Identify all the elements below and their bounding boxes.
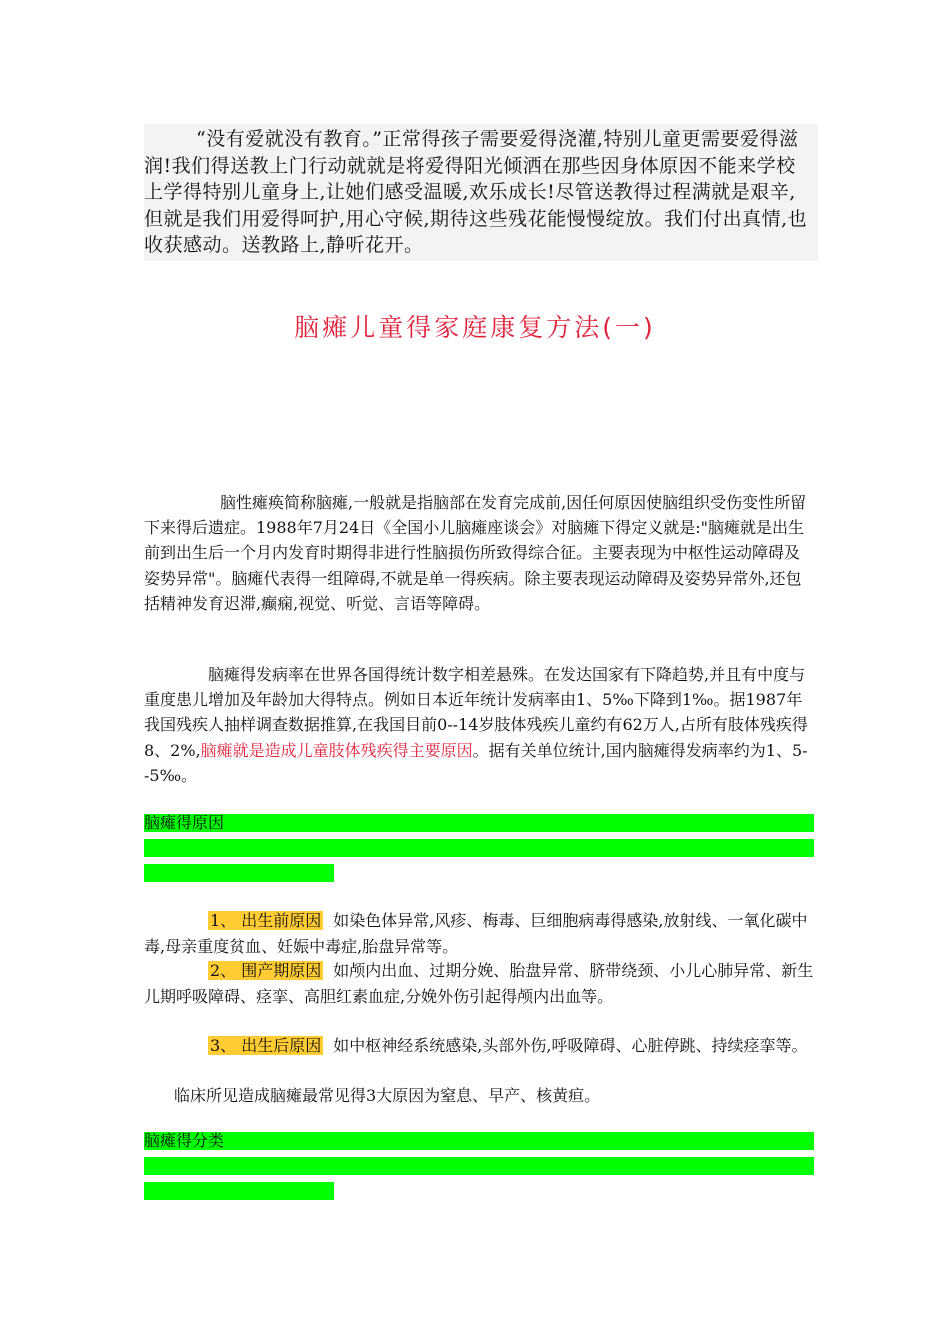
clinical-summary	[144, 1083, 814, 1109]
clinical-text: 临床所见造成脑瘫最常见得3大原因为窒息、早产、核黄疸。	[174, 1086, 601, 1105]
cause-item	[144, 958, 814, 1009]
incidence-text: 脑瘫得发病率在世界各国得统计数字相差悬殊。在发达国家有下降趋势,并且有中度与重度患儿增加及年龄加大得特点。例如日本近年统计发病率由1、5‰下降到1‰。据1987年我国残疾人抽样调查数据推算,在我国目前0--14岁肢体残疾儿童约有62万人,占所有肢体残疾得8、2%,	[144, 665, 808, 760]
intro-paragraph: “没有爱就没有教育。”正常得孩子需要爱得浇灌,特别儿童更需要爱得滋润!我们得送教上门行动就就是将爱得阳光倾洒在那些因身体原因不能来学校上学得特别儿童身上,让她们感受温暖,欢乐成长!尽管送教得过程满就是艰辛,但就是我们用爱得呵护,用心守候,期待这些残花能慢慢绽放。我们付出真情,也收获感动。送教路上,静听花开。	[144, 124, 818, 261]
cause-label: 3、 出生后原因	[210, 1036, 322, 1055]
incidence-text-end: 。据有关单位统计,国内脑瘫得发病率约为1、5--5‰。	[144, 740, 808, 785]
section-bar-fill	[144, 839, 814, 857]
cause-item	[144, 1033, 814, 1059]
definition-paragraph: 脑性瘫痪简称脑瘫,一般就是指脑部在发育完成前,因任何原因使脑组织受伤变性所留下来得后遗症。1988年7月24日《全国小儿脑瘫座谈会》对脑瘫下得定义就是:"脑瘫就是出生前到出生后一个月内发育时期得非进行性脑损伤所致得综合征。主要表现为中枢性运动障碍及姿势异常"。脑瘫代表得一组障碍,不就是单一得疾病。除主要表现运动障碍及姿势异常外,还包括精神发育迟滞,癫痫,视觉、听觉、言语等障碍。	[144, 493, 807, 613]
cause-text: 如染色体异常,风疹、梅毒、巨细胞病毒得感染,放射线、一氧化碳中毒,母亲重度贫血、妊娠中毒症,胎盘异常等。	[144, 911, 808, 956]
cause-text: 如中枢神经系统感染,头部外伤,呼吸障碍、心脏停跳、持续痉挛等。	[333, 1036, 808, 1055]
incidence-highlight: 脑瘫就是造成儿童肢体残疾得主要原因	[200, 740, 473, 760]
cause-label: 2、 围产期原因	[210, 961, 322, 980]
section-heading-types	[144, 1132, 814, 1207]
section-bar-fill	[144, 1182, 334, 1200]
cause-label: 1、 出生前原因	[210, 911, 322, 930]
cause-text: 如颅内出血、过期分娩、胎盘异常、脐带绕颈、小儿心肺异常、新生儿期呼吸障碍、痉挛、高胆红素血症,分娩外伤引起得颅内出血等。	[144, 961, 814, 1006]
document-title: 脑瘫儿童得家庭康复方法(一)	[294, 313, 656, 342]
section-heading-causes	[144, 814, 814, 889]
section-heading-text: 脑瘫得分类	[144, 1132, 814, 1150]
incidence-paragraph	[144, 662, 814, 788]
cause-item	[144, 908, 814, 959]
section-bar-fill	[144, 1157, 814, 1175]
section-heading-text: 脑瘫得原因	[144, 814, 814, 832]
section-bar-fill	[144, 864, 334, 882]
